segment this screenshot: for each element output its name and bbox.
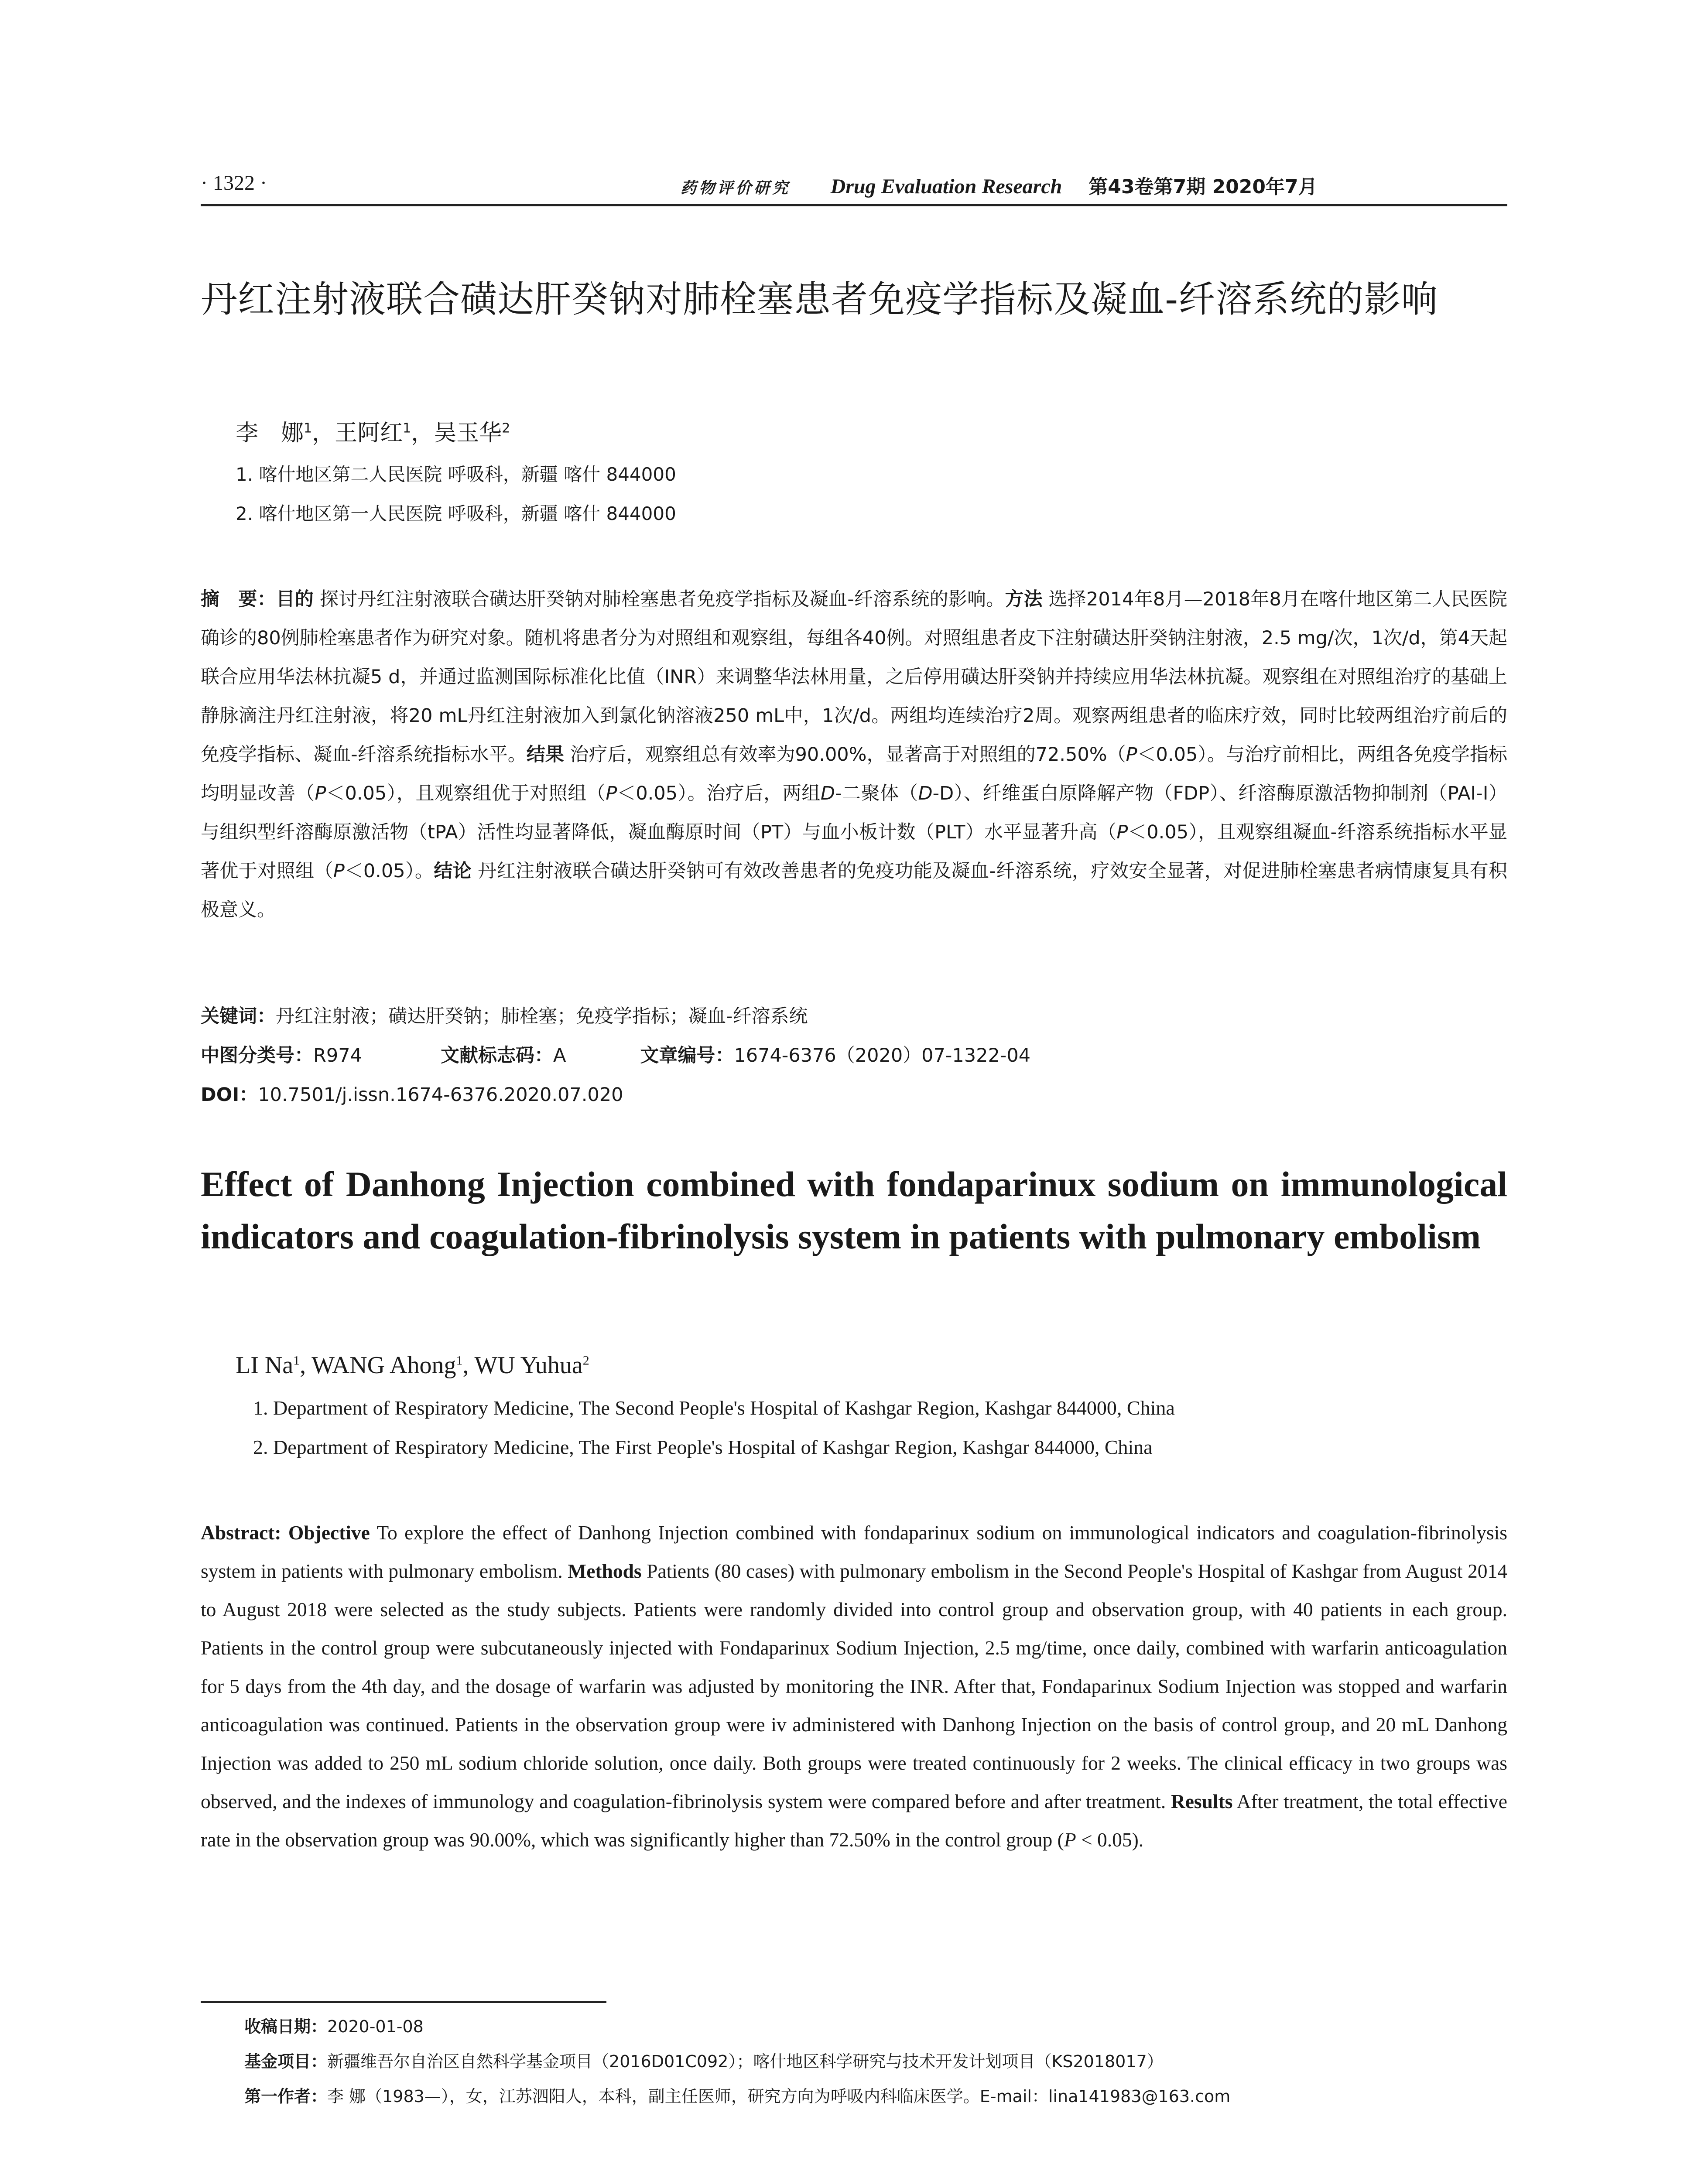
results-text-en: < 0.05). <box>1076 1829 1144 1851</box>
article-no-value: 1674-6376（2020）07-1322-04 <box>734 1045 1031 1067</box>
author-affil-mark: 1 <box>304 420 312 436</box>
running-header <box>201 171 1507 204</box>
keywords-text: 丹红注射液；磺达肝癸钠；肺栓塞；免疫学指标；凝血-纤溶系统 <box>276 1005 808 1027</box>
header-rule <box>201 204 1507 206</box>
p-symbol: P <box>1064 1829 1076 1851</box>
author-affil-mark: 1 <box>403 420 411 436</box>
results-text: -二聚体（ <box>835 783 918 804</box>
doc-code-value: A <box>553 1045 566 1067</box>
author-separator: ， <box>411 420 434 446</box>
affiliation-cn-1: 1. 喀什地区第二人民医院 呼吸科，新疆 喀什 844000 <box>236 464 676 485</box>
author-affil-mark: 1 <box>456 1353 463 1368</box>
d-symbol: D <box>918 783 933 804</box>
results-label: 结果 <box>526 744 564 766</box>
methods-text: 选择2014年8月—2018年8月在喀什地区第二人民医院确诊的80例肺栓塞患者作为研究对象。随机将患者分为对照组和观察组，每组各40例。对照组患者皮下注射磺达肝癸钠注射液，2.5 mg/次，1次/d，第4天起联合应用华法林抗凝5 d，并通过监测国际标准化比值（INR）来调整华法林用量，之后停用磺达肝癸钠并持续应用华法林抗凝。观察组在对照组治疗的基础上静脉滴注丹红注射液，将20 mL丹红注射液加入到氯化钠溶液250 mL中，1次/d。两组均连续治疗2周。观察两组患者的临床疗效，同时比较两组治疗前后的免疫学指标、凝血-纤溶系统指标水平。 <box>201 588 1507 766</box>
first-author-text: 李 娜（1983—），女，江苏泗阳人，本科，副主任医师，研究方向为呼吸内科临床医学。E-mail：lina141983@163.com <box>327 2087 1231 2106</box>
methods-text-en: Patients (80 cases) with pulmonary embolism in the Second People's Hospital of Kashgar from August 2014 to August 2018 were selected as the study subjects. Patients were randomly divided into control group and observation group, with 40 patients in each group. Patients in the control group were subcutaneously injected with Fondaparinux Sodium Injection, 2.5 mg/time, once daily, combined with warfarin anticoagulation for 5 days from the 4th day, and the dosage of warfarin was adjusted by monitoring the INR. After that, Fondaparinux Sodium Injection was stopped and warfarin anticoagulation was continued. Patients in the observation group were iv administered with Danhong Injection on the basis of control group, and 20 mL Danhong Injection was added to 250 mL sodium chloride solution, once daily. Both groups were treated continuously for 2 weeks. The clinical efficacy in two groups was observed, and the indexes of immunology and coagulation-fibrinolysis system were compared before and after treatment. <box>201 1560 1507 1812</box>
results-text: ＜0.05），且观察组优于对照组（ <box>326 783 606 804</box>
results-text-en: After treatment, the total effective rate in the observation group was 90.00%, which was significantly higher than 72.50% in the control group ( <box>201 1790 1508 1851</box>
doi-label: DOI： <box>201 1084 258 1106</box>
results-text: -D）、纤维蛋白原降解产物（FDP）、纤溶酶原激活物抑制剂（PAI-I）与组织型纤溶酶原激活物（tPA）活性均显著降低，凝血酶原时间（PT）与血小板计数（PLT）水平显著升高（ <box>201 783 1507 843</box>
p-symbol: P <box>1116 821 1128 843</box>
objective-text-en: To explore the effect of Danhong Injection combined with fondaparinux sodium on immunological indicators and coagulation-fibrinolysis system in patients with pulmonary embolism. <box>201 1521 1508 1582</box>
author-name: 吴玉华 <box>434 420 502 446</box>
author-name: , WU Yuhua <box>462 1352 583 1379</box>
methods-label: 方法 <box>1005 588 1043 610</box>
footnote-received <box>244 2015 424 2038</box>
journal-issue: 第43卷第7期 2020年7月 <box>1088 176 1318 198</box>
doi-value: 10.7501/j.issn.1674-6376.2020.07.020 <box>258 1084 623 1106</box>
p-symbol: P <box>333 860 345 882</box>
methods-label-en: Methods <box>568 1560 642 1582</box>
author-name: 李 娜 <box>236 420 304 446</box>
footnote-author <box>244 2085 1230 2108</box>
abstract-label: 摘 要： <box>201 588 276 610</box>
author-name: LI Na <box>236 1352 294 1379</box>
affiliation-en-1: 1. Department of Respiratory Medicine, The Second People's Hospital of Kashgar Region, Kashgar 844000, China <box>253 1397 1175 1419</box>
affiliation-cn-2: 2. 喀什地区第一人民医院 呼吸科，新疆 喀什 844000 <box>236 503 676 524</box>
p-symbol: P <box>606 783 617 804</box>
abstract-label-en: Abstract: <box>201 1521 281 1544</box>
title-en: Effect of Danhong Injection combined with fondaparinux sodium on immunological indicators and coagulation-fibrinolysis system in patients with pulmonary embolism <box>201 1164 1507 1256</box>
results-text: ＜0.05）。 <box>344 860 434 882</box>
author-separator: ， <box>312 420 335 446</box>
d-symbol: D <box>820 783 835 804</box>
results-text: ＜0.05）。治疗后，两组 <box>617 783 821 804</box>
fund-label: 基金项目： <box>244 2052 328 2071</box>
title-cn: 丹红注射液联合磺达肝癸钠对肺栓塞患者免疫学指标及凝血-纤溶系统的影响 <box>201 278 1438 321</box>
affiliation-en-2: 2. Department of Respiratory Medicine, The First People's Hospital of Kashgar Region, Kashgar 844000, China <box>253 1436 1153 1458</box>
page-number: · 1322 · <box>201 171 267 195</box>
p-symbol: P <box>315 783 326 804</box>
author-affil-mark: 2 <box>502 420 510 436</box>
objective-label: 目的 <box>276 588 314 610</box>
journal-info <box>681 171 1318 199</box>
results-label-en: Results <box>1171 1790 1233 1812</box>
abstract-cn <box>201 580 1507 930</box>
authors-en <box>236 1350 589 1381</box>
keywords-label: 关键词： <box>201 1005 276 1027</box>
footnote-fund <box>244 2050 1164 2073</box>
received-label: 收稿日期： <box>244 2017 328 2036</box>
footnote-rule <box>201 2001 606 2003</box>
journal-name-en: Drug Evaluation Research <box>830 175 1062 198</box>
doc-code-label: 文献标志码： <box>440 1045 553 1067</box>
clc-value: R974 <box>313 1045 362 1067</box>
keywords-cn <box>201 1003 808 1029</box>
p-symbol: P <box>1126 744 1137 766</box>
classification-row <box>201 1043 1030 1069</box>
results-text: ＜0.05），且观察组凝血-纤溶系统指标水平显著优于对照组（ <box>201 821 1507 882</box>
objective-label-en: Objective <box>288 1521 370 1544</box>
doi-row <box>201 1082 623 1108</box>
author-name: , WANG Ahong <box>300 1352 456 1379</box>
fund-text: 新疆维吾尔自治区自然科学基金项目（2016D01C092）；喀什地区科学研究与技术开发计划项目（KS2018017） <box>327 2052 1164 2071</box>
abstract-en <box>201 1514 1507 1859</box>
conclusion-text: 丹红注射液联合磺达肝癸钠可有效改善患者的免疫功能及凝血-纤溶系统，疗效安全显著，对促进肺栓塞患者病情康复具有积极意义。 <box>201 860 1508 921</box>
results-text: ＜0.05）。与治疗前相比，两组各免疫学指标均明显改善（ <box>201 744 1507 804</box>
journal-logo-cn: 药物评价研究 <box>681 179 791 197</box>
conclusion-label: 结论 <box>434 860 472 882</box>
author-name: 王阿红 <box>335 420 403 446</box>
article-no-label: 文章编号： <box>640 1045 734 1067</box>
author-affil-mark: 2 <box>582 1353 589 1368</box>
received-date: 2020-01-08 <box>327 2017 424 2036</box>
objective-text: 探讨丹红注射液联合磺达肝癸钠对肺栓塞患者免疫学指标及凝血-纤溶系统的影响。 <box>314 588 1005 610</box>
author-affil-mark: 1 <box>293 1353 300 1368</box>
clc-label: 中图分类号： <box>201 1045 313 1067</box>
authors-cn <box>236 418 510 448</box>
results-text: 治疗后，观察组总有效率为90.00%，显著高于对照组的72.50%（ <box>564 744 1126 766</box>
first-author-label: 第一作者： <box>244 2087 328 2106</box>
